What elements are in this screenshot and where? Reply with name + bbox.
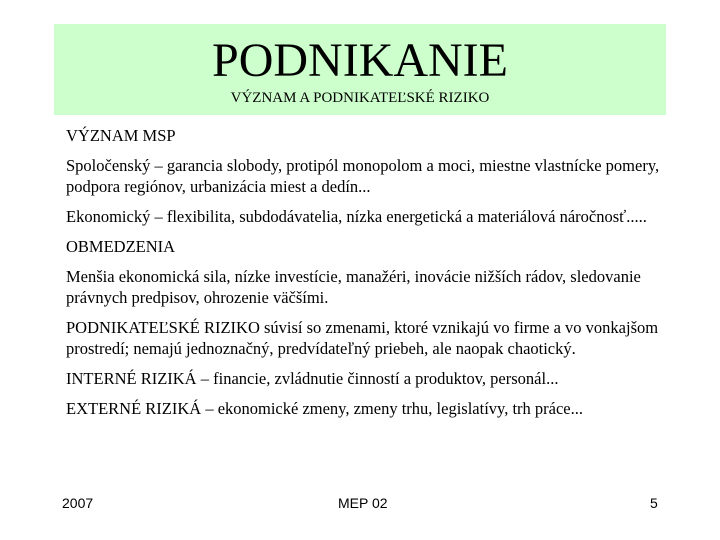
paragraph-internal-risk	[66, 368, 666, 389]
business-risk-text: súvisí so zmenami, ktoré vznikajú vo firme a vo vonkajšom prostredí; nemajú jednoznačný, predvídateľný priebeh, ale naopak chaotický.	[66, 318, 659, 358]
internal-risk-term: INTERNÉ RIZIKÁ	[66, 369, 197, 388]
external-risk-text: – ekonomické zmeny, zmeny trhu, legislatívy, trh práce...	[201, 399, 584, 418]
business-risk-term: PODNIKATEĽSKÉ RIZIKO	[66, 318, 260, 337]
page-title: PODNIKANIE	[212, 34, 508, 87]
paragraph-business-risk	[66, 317, 666, 359]
section-heading-limits: OBMEDZENIA	[66, 237, 176, 256]
footer-year: 2007	[62, 495, 94, 511]
title-banner	[54, 24, 666, 115]
paragraph-social: Spoločenský – garancia slobody, protipól monopolom a moci, miestne vlastnícke pomery, podpora regiónov, urbanizácia miest a dedín...	[66, 156, 660, 196]
section-heading-msp: VÝZNAM MSP	[66, 126, 176, 145]
paragraph-economic: Ekonomický – flexibilita, subdodávatelia, nízka energetická a materiálová náročnosť.....	[66, 207, 647, 226]
footer-code: MEP 02	[338, 495, 388, 511]
slide-content	[66, 125, 666, 428]
paragraph-limits: Menšia ekonomická sila, nízke investície, manažéri, inovácie nižších rádov, sledovanie právnych predpisov, ohrozenie väčšími.	[66, 267, 641, 307]
paragraph-external-risk	[66, 398, 666, 419]
internal-risk-text: – financie, zvládnutie činností a produktov, personál...	[196, 369, 559, 388]
external-risk-term: EXTERNÉ RIZIKÁ	[66, 399, 202, 418]
footer-page-number: 5	[650, 495, 658, 511]
page-subtitle: VÝZNAM A PODNIKATEĽSKÉ RIZIKO	[230, 90, 490, 106]
